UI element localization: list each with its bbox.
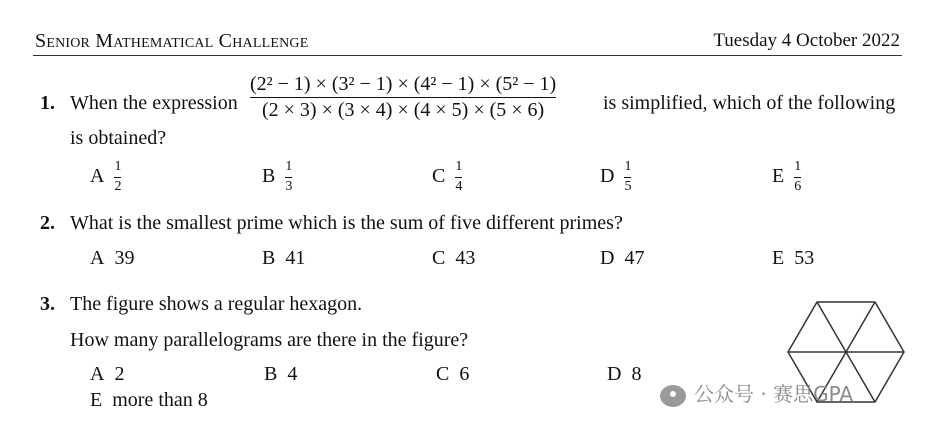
q2-option-a: A 39 xyxy=(90,247,135,269)
q1-option-b: B $\frac{1}{3}$ xyxy=(262,159,293,194)
header-rule xyxy=(33,55,902,56)
wechat-icon xyxy=(660,385,686,407)
question-1-text-line2: is obtained? xyxy=(70,127,167,149)
q2-option-b: B 41 xyxy=(262,247,306,269)
question-1-number: 1. xyxy=(40,92,55,114)
question-2-number: 2. xyxy=(40,212,55,234)
question-1-text-before: When the expression xyxy=(70,92,238,114)
q1-option-d: D $\frac{1}{5}$ xyxy=(600,159,632,194)
question-3-text: The figure shows a regular hexagon. xyxy=(70,293,363,315)
fraction-bar xyxy=(250,97,556,98)
expression-denominator: (2 × 3) × (3 × 4) × (4 × 5) × (5 × 6) xyxy=(261,99,545,121)
question-1-text-after: is simplified, which of the following xyxy=(603,92,896,114)
question-3-number: 3. xyxy=(40,293,55,315)
q2-option-e: E 53 xyxy=(772,247,815,269)
q1-option-e: E $\frac{1}{6}$ xyxy=(772,159,802,194)
document-title: Senior Mathematical Challenge xyxy=(35,30,309,52)
q1-option-c: C $\frac{1}{4}$ xyxy=(432,159,463,194)
q3-option-c: C 6 xyxy=(436,363,470,385)
q3-option-e: E more than 8 xyxy=(90,389,208,411)
q3-option-a: A 2 xyxy=(90,363,125,385)
question-2-text: What is the smallest prime which is the sum of five different primes? xyxy=(70,212,623,234)
q1-option-a: A $\frac{1}{2}$ xyxy=(90,159,122,194)
q2-option-d: D 47 xyxy=(600,247,645,269)
q2-option-c: C 43 xyxy=(432,247,476,269)
watermark xyxy=(660,378,853,407)
question-3-text-line2: How many parallelograms are there in the figure? xyxy=(70,329,469,351)
expression-numerator: (2² − 1) × (3² − 1) × (4² − 1) × (5² − 1) xyxy=(250,73,557,95)
q3-option-b: B 4 xyxy=(264,363,298,385)
document-date: Tuesday 4 October 2022 xyxy=(713,30,900,51)
question-1-expression xyxy=(250,74,556,121)
watermark-text: 公众号 · 赛思GPA xyxy=(694,382,854,406)
q3-option-d: D 8 xyxy=(607,363,642,385)
